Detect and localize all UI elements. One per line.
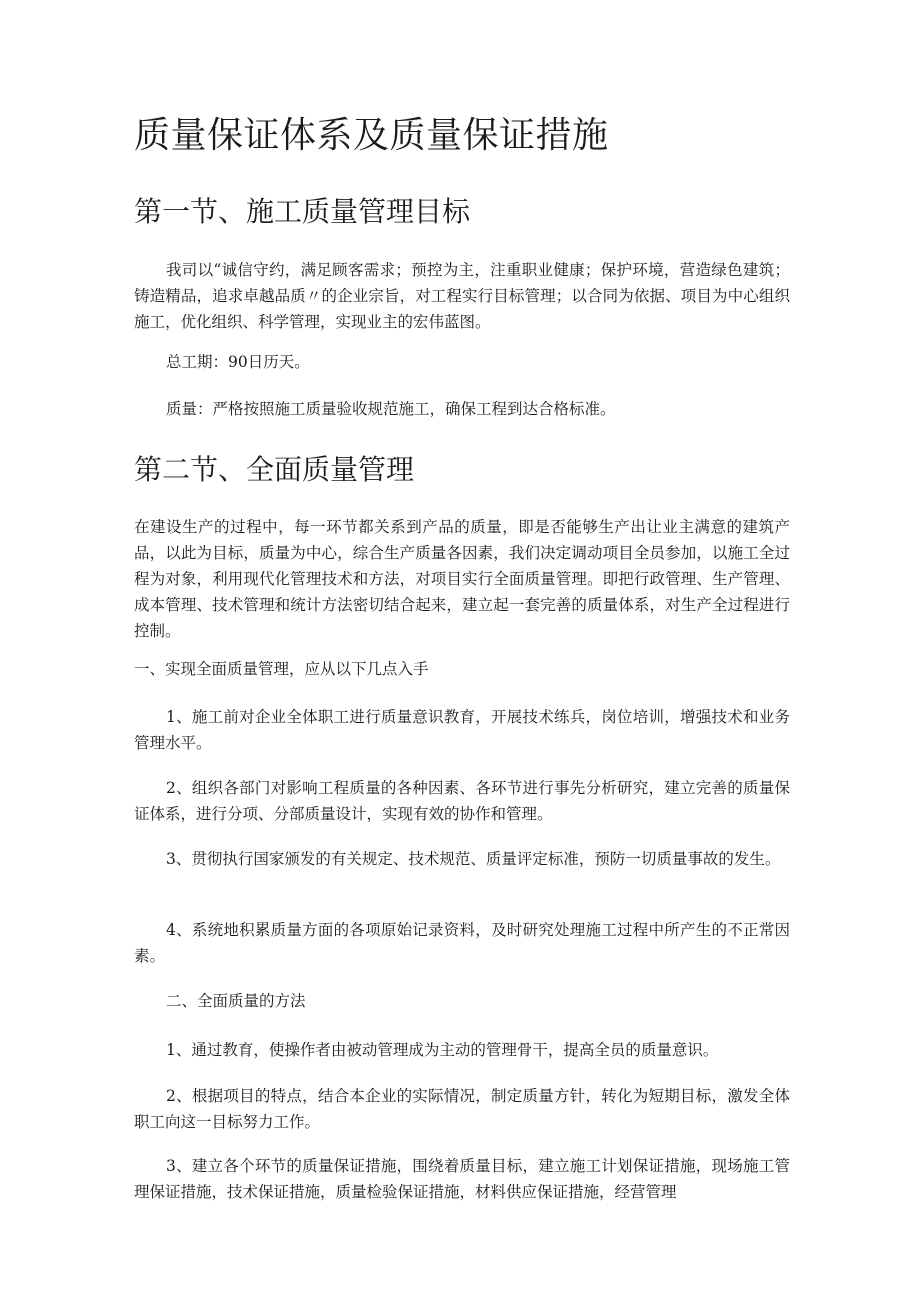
section2-sub2-item-1: 1、通过教育，使操作者由被动管理成为主动的管理骨干，提高全员的质量意识。 xyxy=(166,1041,719,1059)
section1-paragraph-3: 质量：严格按照施工质量验收规范施工，确保工程到达合格标准。 xyxy=(166,400,616,418)
section2-subheading-2: 二、全面质量的方法 xyxy=(166,992,306,1010)
section2-sub2-item-3: 3、建立各个环节的质量保证措施，围绕着质量目标，建立施工计划保证措施，现场施工管理保证措施，技术保证措施，质量检验保证措施，材料供应保证措施，经营管理 xyxy=(134,1157,790,1201)
section1-paragraph-2: 总工期：90日历天。 xyxy=(166,353,310,371)
section2-sub1-item-1: 1、施工前对企业全体职工进行质量意识教育，开展技术练兵，岗位培训，增强技术和业务管理水平。 xyxy=(134,708,790,752)
section2-sub1-item-2: 2、组织各部门对影响工程质量的各种因素、各环节进行事先分析研究，建立完善的质量保证体系，进行分项、分部质量设计，实现有效的协作和管理。 xyxy=(134,779,790,823)
section2-heading: 第二节、全面质量管理 xyxy=(134,453,415,486)
section2-sub1-item-4: 4、系统地积累质量方面的各项原始记录资料，及时研究处理施工过程中所产生的不正常因素。 xyxy=(134,921,790,965)
document-title: 质量保证体系及质量保证措施 xyxy=(134,115,609,156)
section2-sub1-item-3: 3、贯彻执行国家颁发的有关规定、技术规范、质量评定标准，预防一切质量事故的发生。 xyxy=(166,850,781,868)
section2-sub2-item-2: 2、根据项目的特点，结合本企业的实际情况，制定质量方针，转化为短期目标，激发全体职工向这一目标努力工作。 xyxy=(134,1087,790,1131)
section2-intro-paragraph: 在建设生产的过程中，每一环节都关系到产品的质量，即是否能够生产出让业主满意的建筑产品，以此为目标，质量为中心，综合生产质量各因素，我们决定调动项目全员参加，以施工全过程为对象，利用现代化管理技术和方法，对项目实行全面质量管理。即把行政管理、生产管理、成本管理、技术管理和统计方法密切结合起来，建立起一套完善的质量体系，对生产全过程进行控制。 xyxy=(134,518,790,640)
section1-heading: 第一节、施工质量管理目标 xyxy=(134,195,471,228)
section2-subheading-1: 一、实现全面质量管理，应从以下几点入手 xyxy=(134,660,429,678)
section1-paragraph-1: 我司以“诚信守约，满足顾客需求；预控为主，注重职业健康；保护环境，营造绿色建筑；铸造精品，追求卓越品质〃的企业宗旨，对工程实行目标管理；以合同为依据、项目为中心组织施工，优化组织、科学管理，实现业主的宏伟蓝图。 xyxy=(134,261,790,331)
